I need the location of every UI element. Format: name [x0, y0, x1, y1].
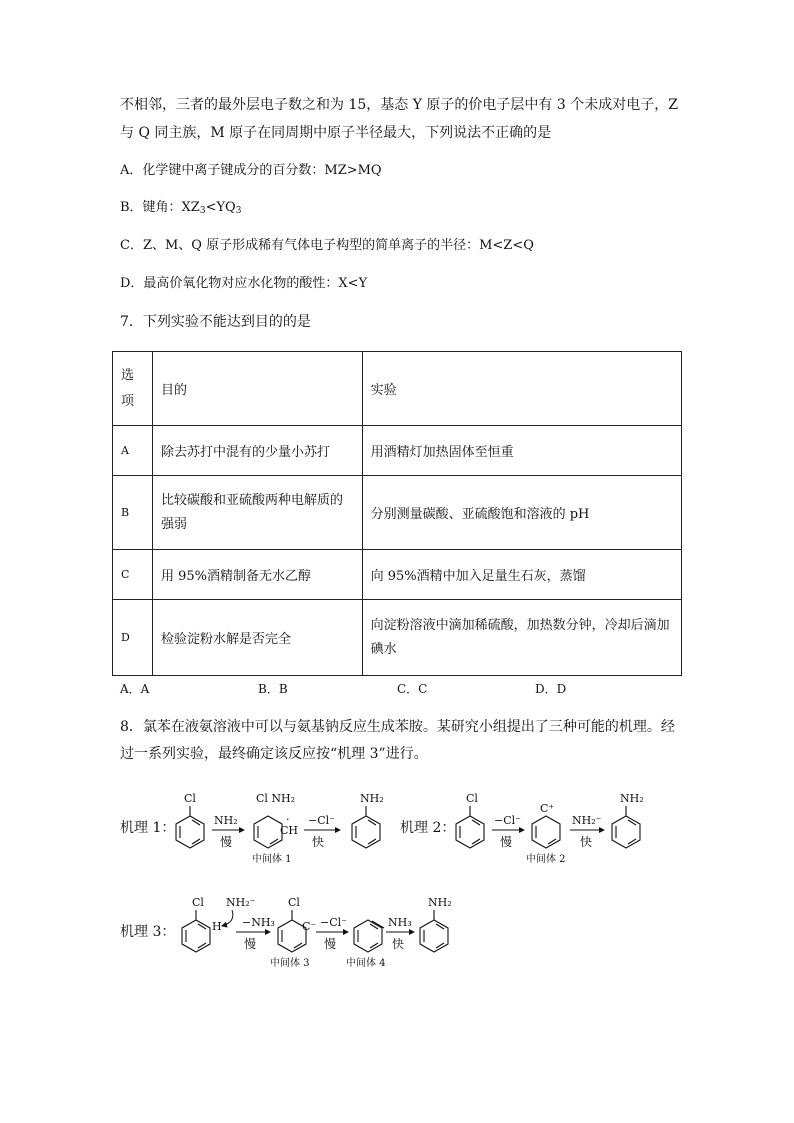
mech2-nh2-minus: NH₂⁻ [572, 814, 602, 827]
row-experiment: 向 95%酒精中加入足量生石灰，蒸馏 [362, 550, 681, 600]
mech3-intermediate3-label: 中间体 3 [270, 958, 310, 969]
mech1-cl-nh2: Cl NH₂ [256, 792, 296, 805]
row-experiment: 分别测量碳酸、亚硫酸饱和溶液的 pH [362, 476, 681, 550]
q6-option-c: C．Z、M、Q 原子形成稀有气体电子构型的简单离子的半径：M<Z<Q [120, 238, 534, 253]
q7-answer-a: A．A [120, 682, 150, 696]
row-option: A [113, 426, 153, 476]
q7-answer-b: B．B [258, 682, 288, 696]
mech1-product-nh2: NH₂ [360, 792, 384, 805]
mech1-ch: CH [280, 824, 299, 837]
q7-answer-c: C．C [397, 682, 428, 696]
q6-stem-line2: 与 Q 同主族，M 原子在同周期中原子半径最大，下列说法不正确的是 [120, 125, 552, 141]
chlorobenzene-ring-2 [456, 806, 484, 848]
mech2-minus-cl: −Cl⁻ [494, 814, 521, 827]
mech1-minus-cl: −Cl⁻ [308, 814, 335, 827]
q7-answer-d: D．D [535, 682, 567, 696]
aniline-ring-2 [612, 806, 640, 848]
row-purpose: 比较碳酸和亚硫酸两种电解质的强弱 [152, 476, 362, 550]
aniline-ring-1 [352, 806, 380, 848]
q6-option-b-sub1: 3 [199, 206, 206, 216]
q6-option-b-prefix: B．键角：XZ [120, 200, 200, 215]
mech1-slow: 慢 [220, 835, 233, 849]
mech1-charge-dot: · [286, 813, 290, 826]
mech3-intermediate4-label: 中间体 4 [346, 958, 386, 969]
table-row [113, 476, 682, 550]
table-row [113, 600, 682, 676]
row-purpose: 用 95%酒精制备无水乙醇 [152, 550, 362, 600]
row-purpose: 检验淀粉水解是否完全 [152, 600, 362, 676]
mech3-nh2-minus: NH₂⁻ [226, 896, 256, 909]
intermediate-4-benzyne-ring [354, 920, 384, 952]
mechanism-diagram [0, 780, 794, 980]
mech3-minus-nh3: −NH₃ [242, 916, 275, 929]
q6-option-b [120, 199, 241, 220]
q7-title: 7．下列实验不能达到目的的是 [120, 314, 311, 330]
q7-experiment-table [112, 351, 682, 676]
q8-stem-line2: 过一系列实验，最终确定该反应按“机理 3”进行。 [120, 746, 428, 762]
q8-stem-line1: 8．氯苯在液氨溶液中可以与氨基钠反应生成苯胺。某研究小组提出了三种可能的机理。经 [120, 719, 675, 735]
table-row [113, 550, 682, 600]
header-purpose: 目的 [152, 352, 362, 426]
mech3-nh3: NH₃ [388, 916, 412, 929]
mech3-label: 机理 3： [120, 924, 176, 940]
q6-option-a: A．化学键中离子键成分的百分数：MZ>MQ [120, 163, 382, 178]
mech3-minus-cl: −Cl⁻ [320, 916, 347, 929]
row-option: B [113, 476, 153, 550]
mech3-product-nh2: NH₂ [428, 896, 452, 909]
table-row [113, 426, 682, 476]
mech3-c-minus: C⁻ [302, 920, 317, 933]
q6-option-b-sub2: 3 [235, 206, 242, 216]
intermediate-2-ring [532, 816, 560, 848]
mech3-fast: 快 [392, 937, 405, 951]
row-experiment: 用酒精灯加热固体至恒重 [362, 426, 681, 476]
row-experiment: 向淀粉溶液中滴加稀硫酸，加热数分钟，冷却后滴加碘水 [362, 600, 681, 676]
mech3-cl: Cl [192, 896, 204, 909]
mech1-label: 机理 1： [120, 820, 176, 836]
mech3-cl2: Cl [288, 896, 300, 909]
mech2-cplus: C⁺ [540, 802, 555, 815]
q6-option-d: D．最高价氧化物对应水化物的酸性：X<Y [120, 276, 368, 291]
row-option: C [113, 550, 153, 600]
mech2-slow: 慢 [500, 835, 513, 849]
mech1-cl: Cl [184, 792, 196, 805]
mech3-h: H [212, 920, 222, 933]
header-option: 选项 [113, 352, 153, 426]
mech1-reagent-nh2: NH₂ [214, 814, 238, 827]
table-header-row [113, 352, 682, 426]
header-experiment: 实验 [362, 352, 681, 426]
mech2-cl: Cl [466, 792, 478, 805]
mech1-fast: 快 [312, 835, 325, 849]
mech3-slow: 慢 [244, 937, 257, 951]
aniline-ring-3 [420, 910, 448, 952]
row-option: D [113, 600, 153, 676]
mech2-fast: 快 [580, 835, 593, 849]
chlorobenzene-ring-3 [182, 910, 210, 952]
q6-stem-line1: 不相邻，三者的最外层电子数之和为 15，基态 Y 原子的价电子层中有 3 个未成对电子，Z [120, 97, 678, 113]
mech2-label: 机理 2： [400, 820, 456, 836]
mech2-product-nh2: NH₂ [620, 792, 644, 805]
mech1-intermediate-label: 中间体 1 [252, 854, 292, 865]
mech3-slow2: 慢 [324, 937, 337, 951]
row-purpose: 除去苏打中混有的少量小苏打 [152, 426, 362, 476]
q6-option-b-mid: <YQ [205, 200, 236, 215]
mech2-intermediate-label: 中间体 2 [526, 854, 566, 865]
mech3-curved-arrow [222, 910, 233, 926]
intermediate-1-ring [254, 816, 282, 848]
chlorobenzene-ring-1 [176, 806, 204, 848]
